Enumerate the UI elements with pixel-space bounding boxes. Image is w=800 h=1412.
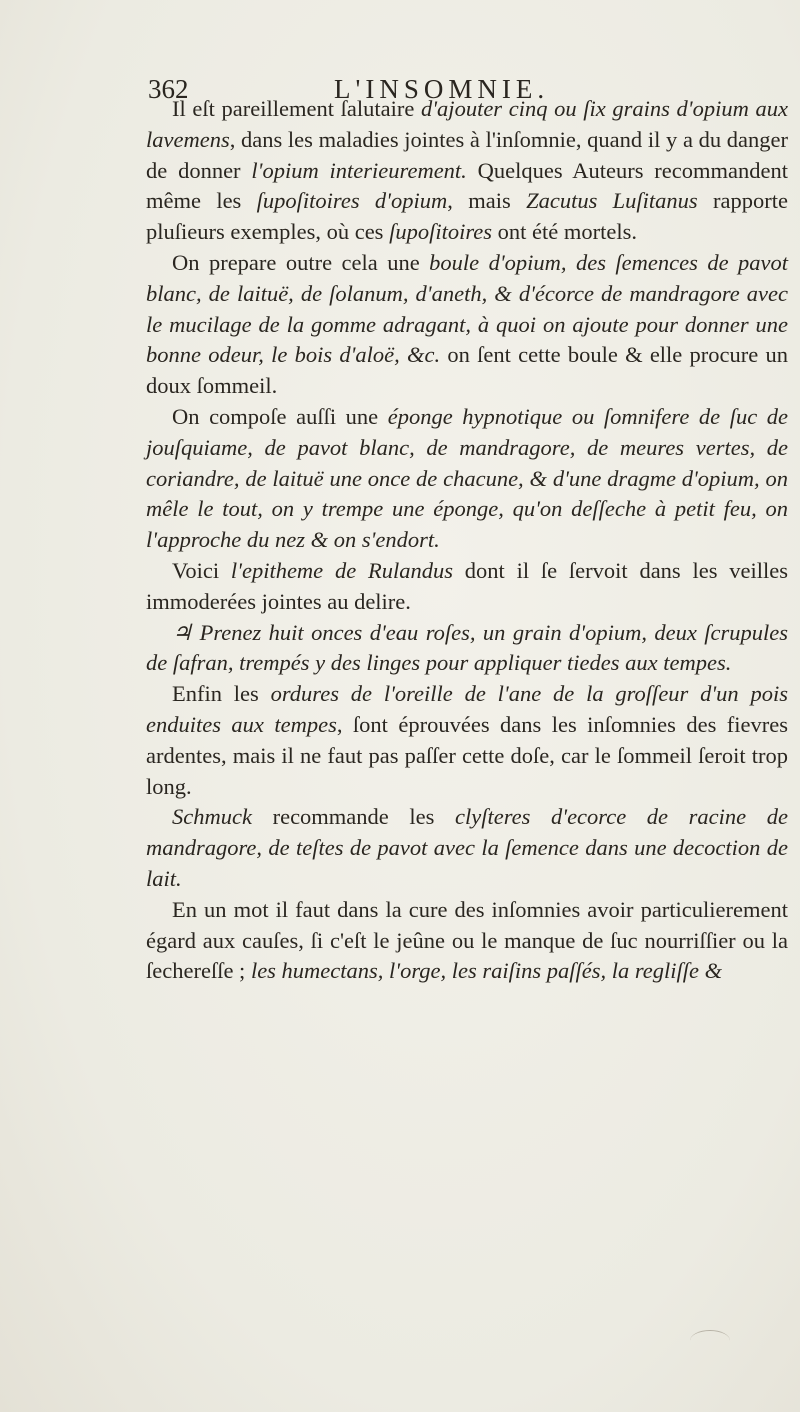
- text-run: rapporte pluſieurs exemples, où ces: [146, 188, 788, 245]
- text-run: Schmuck: [172, 804, 252, 830]
- text-run: ſupoſitoires d'opium: [256, 188, 448, 214]
- paragraph-eponge-hypnotique: [146, 402, 788, 556]
- text-run: d'ajouter cinq ou ſix grains d'opium aux lavemens: [146, 96, 788, 152]
- text-run: ♃ Prenez huit onces d'eau roſes, un grain d'opium, deux ſcrupules de ſafran, trempés y des linges pour appliquer tiedes aux tempes.: [146, 619, 788, 676]
- page-body: [146, 94, 788, 987]
- running-title: L'INSOMNIE.: [334, 74, 550, 104]
- text-run: , ſont éprouvées dans les inſomnies des fievres ardentes, mais il ne faut pas paſſer cette doſe, car le ſommeil ſeroit trop long.: [146, 711, 788, 799]
- text-run: clyſteres d'ecorce de racine de mandragore, de teſtes de pavot avec la ſemence dans une decoction de lait.: [146, 804, 788, 891]
- text-run: On prepare outre cela une: [172, 249, 430, 275]
- paragraph-ordures-oreille: [146, 679, 788, 802]
- text-run: on ſent cette boule & elle procure un doux ſommeil.: [146, 342, 788, 399]
- text-run: Enfin les: [172, 681, 271, 707]
- text-run: ont été mortels.: [491, 219, 637, 245]
- text-run: boule d'opium, des ſemences de pavot blanc, de laituë, de ſolanum, d'aneth, & d'écorce de mandragore avec le mucilage de la gomme adragant, à quoi on ajoute pour donner une bonne odeur, le bois d'aloë, &c.: [146, 249, 788, 368]
- paragraph-conclusion: [146, 895, 788, 987]
- text-run: , dans les maladies jointes à l'inſomnie, quand il y a du danger de donner: [146, 126, 788, 183]
- text-run: En un mot il faut dans la cure des inſomnies avoir particulierement égard aux cauſes, ſi c'eſt le jeûne ou le manque de ſuc nourriſſier ou la ſechereſſe ;: [146, 896, 788, 984]
- paper-crease: [690, 1330, 730, 1351]
- text-run: éponge hypnotique ou ſomnifere de ſuc de jouſquiame, de pavot blanc, de mandragore, de meures vertes, de coriandre, de laituë une once de chacune, & d'une dragme d'opium, on mêle le tout, on y trempe une éponge, qu'on deſſeche à petit feu, on l'approche du nez & on s'endort.: [146, 403, 788, 553]
- paragraph-boule-opium: [146, 248, 788, 402]
- text-run: , mais: [447, 188, 527, 214]
- text-run: Voici: [172, 557, 231, 583]
- text-run: l'epitheme de Rulandus: [230, 557, 453, 583]
- text-run: dont il ſe ſervoit dans les veilles immoderées jointes au delire.: [146, 557, 789, 614]
- text-run: recommande les: [251, 804, 456, 830]
- paragraph-epitheme-rulandus: [146, 556, 788, 618]
- text-run: Il eſt pareillement ſalutaire: [172, 96, 421, 121]
- text-run: Zacutus Luſitanus: [526, 188, 698, 214]
- text-run: ordures de l'oreille de l'ane de la groſſeur d'un pois enduites aux tempes: [146, 681, 789, 737]
- text-run: l'opium interieurement.: [251, 157, 467, 183]
- text-run: Quelques Auteurs recommandent même les: [146, 157, 788, 214]
- paragraph-opium-lavemens: [146, 94, 788, 248]
- paragraph-schmuck: [146, 802, 788, 894]
- text-run: ſupoſitoires: [389, 219, 492, 245]
- paragraph-recipe: [146, 618, 788, 680]
- text-run: les humectans, l'orge, les raiſins paſſés, la regliſſe &: [250, 958, 723, 984]
- text-run: On compoſe auſſi une: [172, 403, 388, 429]
- page-number: 362: [148, 74, 189, 104]
